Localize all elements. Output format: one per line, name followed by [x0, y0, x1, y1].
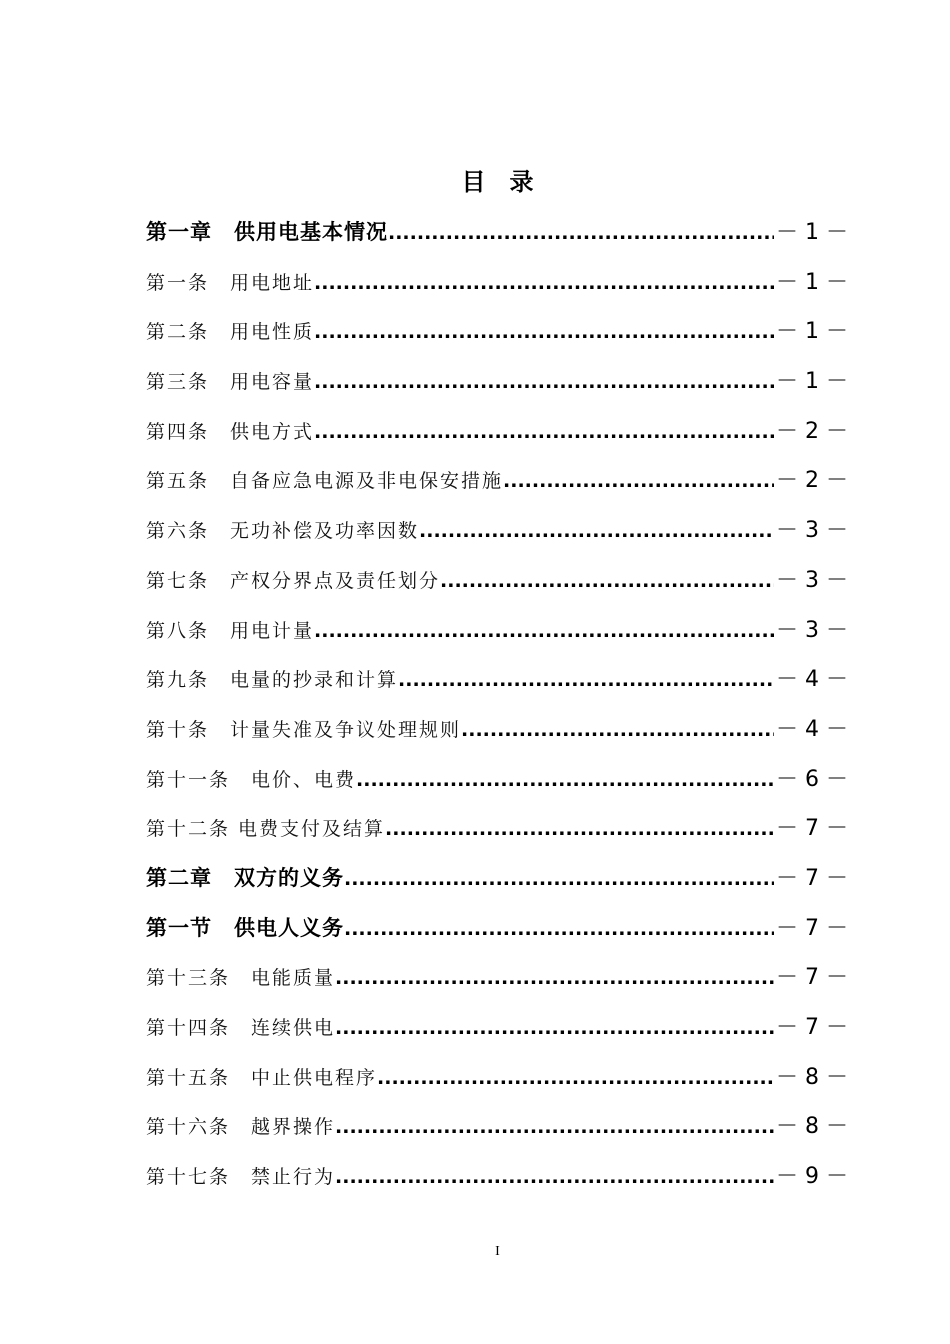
- toc-entry-label: 第五条 自备应急电源及非电保安措施: [146, 470, 504, 493]
- toc-entry[interactable]: [146, 755, 848, 805]
- toc-entry[interactable]: [146, 208, 848, 258]
- dot-leader: [314, 308, 774, 357]
- toc-entry-page: － 3 －: [776, 567, 848, 593]
- toc-entry-page: － 8 －: [776, 1114, 848, 1140]
- toc-entry[interactable]: [146, 1003, 848, 1053]
- toc-entry[interactable]: [146, 506, 848, 556]
- toc-entry-label: 第一条 用电地址: [146, 271, 315, 294]
- toc-entry-page: － 4 －: [776, 716, 848, 742]
- toc-entry-label: 第六条 无功补偿及功率因数: [146, 520, 420, 543]
- toc-entry-label: 第十五条 中止供电程序: [146, 1066, 378, 1089]
- dot-leader: [314, 408, 774, 457]
- toc-entry[interactable]: [146, 456, 848, 506]
- toc-entry-label: 第九条 电量的抄录和计算: [146, 669, 399, 692]
- toc-entry[interactable]: [146, 1102, 848, 1152]
- toc-entry-page: － 7 －: [776, 1015, 848, 1040]
- dot-leader: [461, 706, 774, 755]
- dot-leader: [314, 607, 774, 656]
- toc-title: 目 录: [461, 168, 534, 196]
- toc-entry-page: － 3 －: [776, 518, 848, 544]
- dot-leader: [377, 1054, 774, 1103]
- toc-entry-page: － 7 －: [776, 816, 848, 842]
- toc-entry-label: 第一节 供电人义务: [146, 915, 344, 940]
- toc-entry[interactable]: [146, 307, 848, 357]
- toc-entry-page: － 8 －: [776, 1064, 848, 1090]
- dot-leader: [335, 1004, 774, 1053]
- table-of-contents: [146, 208, 848, 1202]
- toc-entry-page: － 2 －: [776, 418, 848, 444]
- toc-entry[interactable]: [146, 705, 848, 755]
- toc-entry[interactable]: [146, 407, 848, 457]
- toc-entry-label: 第十一条 电价、电费: [146, 768, 357, 791]
- toc-entry-label: 第十三条 电能质量: [146, 967, 336, 990]
- toc-entry-label: 第十二条 电费支付及结算: [146, 818, 386, 841]
- toc-entry-page: － 1 －: [776, 220, 848, 245]
- toc-entry[interactable]: [146, 1053, 848, 1103]
- dot-leader: [335, 954, 774, 1003]
- page-number: I: [495, 1244, 500, 1259]
- toc-entry-page: － 4 －: [776, 667, 848, 693]
- dot-leader: [344, 855, 774, 904]
- toc-entry-label: 第八条 用电计量: [146, 619, 315, 642]
- dot-leader: [385, 805, 774, 854]
- dot-leader: [344, 905, 774, 954]
- toc-entry[interactable]: [146, 606, 848, 656]
- toc-entry-label: 第七条 产权分界点及责任划分: [146, 569, 441, 592]
- dot-leader: [440, 557, 774, 606]
- dot-leader: [419, 507, 774, 556]
- toc-entry[interactable]: [146, 258, 848, 308]
- dot-leader: [314, 259, 774, 308]
- toc-entry-page: － 2 －: [776, 468, 848, 494]
- toc-entry-page: － 1 －: [776, 269, 848, 295]
- toc-entry-label: 第十六条 越界操作: [146, 1116, 336, 1139]
- toc-entry-page: － 7 －: [776, 965, 848, 991]
- dot-leader: [388, 209, 774, 258]
- toc-entry[interactable]: [146, 804, 848, 854]
- toc-entry-label: 第十七条 禁止行为: [146, 1166, 336, 1189]
- toc-entry-page: － 1 －: [776, 369, 848, 395]
- dot-leader: [356, 756, 774, 805]
- toc-entry-page: － 3 －: [776, 617, 848, 643]
- toc-entry-label: 第四条 供电方式: [146, 420, 315, 443]
- dot-leader: [335, 1153, 774, 1202]
- toc-entry-page: － 6 －: [776, 766, 848, 792]
- toc-entry[interactable]: [146, 904, 848, 954]
- toc-entry[interactable]: [146, 357, 848, 407]
- toc-entry-label: 第三条 用电容量: [146, 371, 315, 394]
- dot-leader: [314, 358, 774, 407]
- toc-entry-page: － 1 －: [776, 319, 848, 345]
- toc-entry[interactable]: [146, 556, 848, 606]
- dot-leader: [503, 457, 774, 506]
- toc-entry-label: 第一章 供用电基本情况: [146, 220, 388, 244]
- toc-entry-label: 第二条 用电性质: [146, 321, 315, 344]
- toc-entry-page: － 9 －: [776, 1164, 848, 1190]
- toc-entry-page: － 7 －: [776, 915, 848, 941]
- toc-entry-label: 第二章 双方的义务: [146, 865, 344, 890]
- toc-entry[interactable]: [146, 854, 848, 904]
- toc-entry-page: － 7 －: [776, 865, 848, 891]
- toc-entry-label: 第十条 计量失准及争议处理规则: [146, 718, 462, 741]
- toc-entry[interactable]: [146, 655, 848, 705]
- dot-leader: [398, 656, 774, 705]
- toc-entry[interactable]: [146, 953, 848, 1003]
- dot-leader: [335, 1103, 774, 1152]
- toc-entry[interactable]: [146, 1152, 848, 1202]
- toc-entry-label: 第十四条 连续供电: [146, 1017, 336, 1039]
